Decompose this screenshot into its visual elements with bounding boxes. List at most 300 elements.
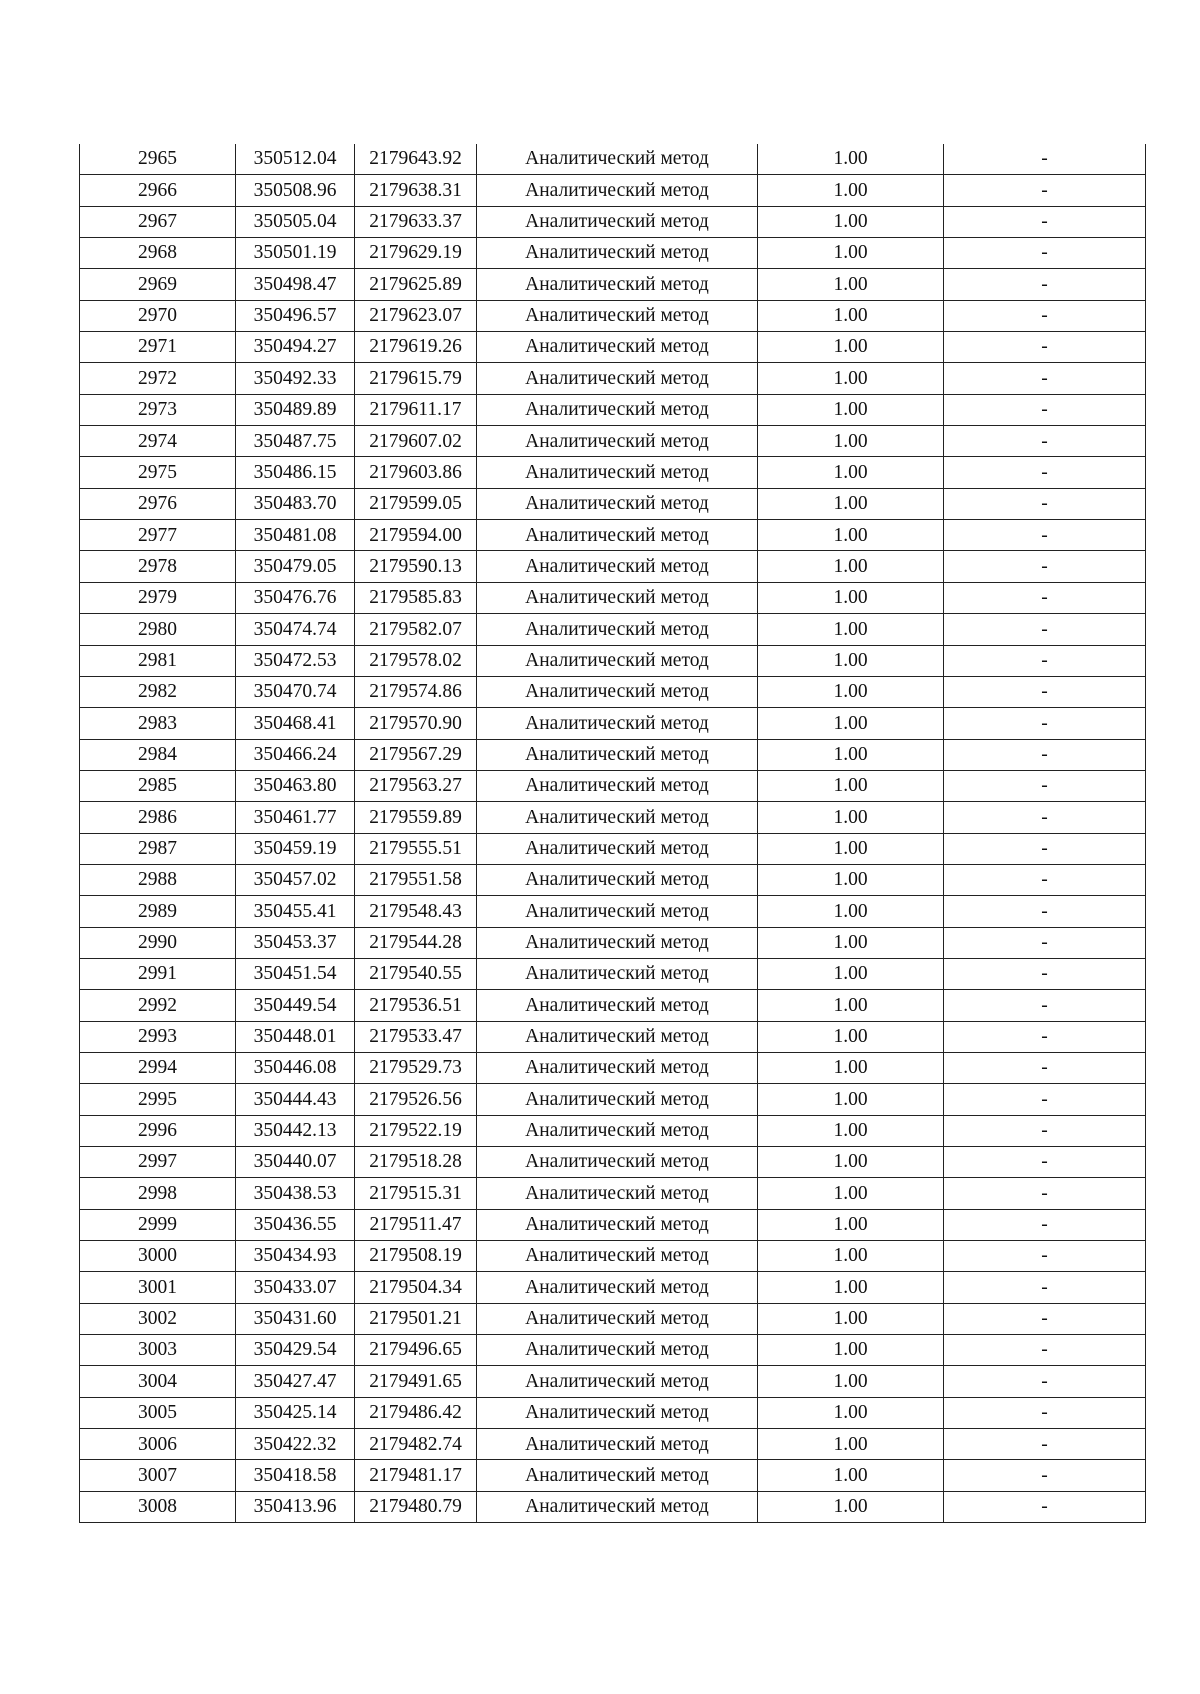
point-number-cell: 3007 [80, 1460, 236, 1491]
note-cell: - [944, 1491, 1146, 1522]
accuracy-cell: 1.00 [758, 833, 944, 864]
point-number-cell: 2995 [80, 1084, 236, 1115]
x-coordinate-cell: 350487.75 [236, 426, 355, 457]
point-number-cell: 2982 [80, 676, 236, 707]
method-cell: Аналитический метод [477, 614, 758, 645]
point-number-cell: 2994 [80, 1052, 236, 1083]
table-row [80, 426, 1146, 457]
x-coordinate-cell: 350418.58 [236, 1460, 355, 1491]
method-cell: Аналитический метод [477, 300, 758, 331]
x-coordinate-cell: 350431.60 [236, 1303, 355, 1334]
x-coordinate-cell: 350470.74 [236, 676, 355, 707]
method-cell: Аналитический метод [477, 739, 758, 770]
accuracy-cell: 1.00 [758, 1460, 944, 1491]
method-cell: Аналитический метод [477, 927, 758, 958]
method-cell: Аналитический метод [477, 1084, 758, 1115]
method-cell: Аналитический метод [477, 394, 758, 425]
note-cell: - [944, 1397, 1146, 1428]
y-coordinate-cell: 2179491.65 [355, 1366, 477, 1397]
method-cell: Аналитический метод [477, 363, 758, 394]
table-row [80, 269, 1146, 300]
point-number-cell: 2972 [80, 363, 236, 394]
x-coordinate-cell: 350440.07 [236, 1147, 355, 1178]
accuracy-cell: 1.00 [758, 1115, 944, 1146]
accuracy-cell: 1.00 [758, 676, 944, 707]
accuracy-cell: 1.00 [758, 300, 944, 331]
accuracy-cell: 1.00 [758, 990, 944, 1021]
y-coordinate-cell: 2179567.29 [355, 739, 477, 770]
x-coordinate-cell: 350427.47 [236, 1366, 355, 1397]
note-cell: - [944, 864, 1146, 895]
x-coordinate-cell: 350474.74 [236, 614, 355, 645]
table-row [80, 363, 1146, 394]
accuracy-cell: 1.00 [758, 739, 944, 770]
table-row [80, 645, 1146, 676]
y-coordinate-cell: 2179563.27 [355, 770, 477, 801]
accuracy-cell: 1.00 [758, 520, 944, 551]
point-number-cell: 2965 [80, 144, 236, 175]
accuracy-cell: 1.00 [758, 864, 944, 895]
accuracy-cell: 1.00 [758, 1272, 944, 1303]
table-row [80, 582, 1146, 613]
y-coordinate-cell: 2179515.31 [355, 1178, 477, 1209]
table-row [80, 802, 1146, 833]
accuracy-cell: 1.00 [758, 1209, 944, 1240]
method-cell: Аналитический метод [477, 1303, 758, 1334]
note-cell: - [944, 269, 1146, 300]
note-cell: - [944, 551, 1146, 582]
x-coordinate-cell: 350479.05 [236, 551, 355, 582]
method-cell: Аналитический метод [477, 520, 758, 551]
point-number-cell: 2989 [80, 896, 236, 927]
method-cell: Аналитический метод [477, 1272, 758, 1303]
note-cell: - [944, 1115, 1146, 1146]
note-cell: - [944, 1460, 1146, 1491]
method-cell: Аналитический метод [477, 1335, 758, 1366]
x-coordinate-cell: 350448.01 [236, 1021, 355, 1052]
x-coordinate-cell: 350489.89 [236, 394, 355, 425]
note-cell: - [944, 802, 1146, 833]
y-coordinate-cell: 2179555.51 [355, 833, 477, 864]
table-row [80, 1209, 1146, 1240]
method-cell: Аналитический метод [477, 1147, 758, 1178]
method-cell: Аналитический метод [477, 864, 758, 895]
x-coordinate-cell: 350436.55 [236, 1209, 355, 1240]
note-cell: - [944, 582, 1146, 613]
table-row [80, 708, 1146, 739]
y-coordinate-cell: 2179559.89 [355, 802, 477, 833]
note-cell: - [944, 1272, 1146, 1303]
accuracy-cell: 1.00 [758, 426, 944, 457]
note-cell: - [944, 1303, 1146, 1334]
x-coordinate-cell: 350459.19 [236, 833, 355, 864]
note-cell: - [944, 1366, 1146, 1397]
point-number-cell: 2984 [80, 739, 236, 770]
accuracy-cell: 1.00 [758, 1335, 944, 1366]
accuracy-cell: 1.00 [758, 363, 944, 394]
accuracy-cell: 1.00 [758, 394, 944, 425]
accuracy-cell: 1.00 [758, 896, 944, 927]
point-number-cell: 2981 [80, 645, 236, 676]
method-cell: Аналитический метод [477, 645, 758, 676]
y-coordinate-cell: 2179633.37 [355, 206, 477, 237]
accuracy-cell: 1.00 [758, 144, 944, 175]
method-cell: Аналитический метод [477, 582, 758, 613]
accuracy-cell: 1.00 [758, 802, 944, 833]
x-coordinate-cell: 350433.07 [236, 1272, 355, 1303]
x-coordinate-cell: 350442.13 [236, 1115, 355, 1146]
accuracy-cell: 1.00 [758, 708, 944, 739]
x-coordinate-cell: 350486.15 [236, 457, 355, 488]
accuracy-cell: 1.00 [758, 238, 944, 269]
method-cell: Аналитический метод [477, 238, 758, 269]
point-number-cell: 2980 [80, 614, 236, 645]
table-row [80, 457, 1146, 488]
note-cell: - [944, 1241, 1146, 1272]
y-coordinate-cell: 2179551.58 [355, 864, 477, 895]
x-coordinate-cell: 350438.53 [236, 1178, 355, 1209]
method-cell: Аналитический метод [477, 1021, 758, 1052]
table-row [80, 739, 1146, 770]
x-coordinate-cell: 350457.02 [236, 864, 355, 895]
x-coordinate-cell: 350466.24 [236, 739, 355, 770]
note-cell: - [944, 676, 1146, 707]
method-cell: Аналитический метод [477, 833, 758, 864]
accuracy-cell: 1.00 [758, 206, 944, 237]
y-coordinate-cell: 2179486.42 [355, 1397, 477, 1428]
table-row [80, 520, 1146, 551]
point-number-cell: 3005 [80, 1397, 236, 1428]
x-coordinate-cell: 350413.96 [236, 1491, 355, 1522]
y-coordinate-cell: 2179518.28 [355, 1147, 477, 1178]
y-coordinate-cell: 2179544.28 [355, 927, 477, 958]
note-cell: - [944, 1335, 1146, 1366]
x-coordinate-cell: 350449.54 [236, 990, 355, 1021]
table-row [80, 1178, 1146, 1209]
point-number-cell: 2975 [80, 457, 236, 488]
method-cell: Аналитический метод [477, 708, 758, 739]
note-cell: - [944, 332, 1146, 363]
method-cell: Аналитический метод [477, 269, 758, 300]
point-number-cell: 3001 [80, 1272, 236, 1303]
y-coordinate-cell: 2179511.47 [355, 1209, 477, 1240]
point-number-cell: 2987 [80, 833, 236, 864]
accuracy-cell: 1.00 [758, 770, 944, 801]
y-coordinate-cell: 2179496.65 [355, 1335, 477, 1366]
y-coordinate-cell: 2179623.07 [355, 300, 477, 331]
table-row [80, 927, 1146, 958]
point-number-cell: 2998 [80, 1178, 236, 1209]
method-cell: Аналитический метод [477, 488, 758, 519]
note-cell: - [944, 363, 1146, 394]
y-coordinate-cell: 2179526.56 [355, 1084, 477, 1115]
accuracy-cell: 1.00 [758, 1397, 944, 1428]
coordinates-table-body [80, 144, 1146, 1523]
method-cell: Аналитический метод [477, 1178, 758, 1209]
y-coordinate-cell: 2179548.43 [355, 896, 477, 927]
method-cell: Аналитический метод [477, 1429, 758, 1460]
method-cell: Аналитический метод [477, 1209, 758, 1240]
accuracy-cell: 1.00 [758, 927, 944, 958]
table-row [80, 394, 1146, 425]
y-coordinate-cell: 2179481.17 [355, 1460, 477, 1491]
note-cell: - [944, 1209, 1146, 1240]
y-coordinate-cell: 2179578.02 [355, 645, 477, 676]
point-number-cell: 2967 [80, 206, 236, 237]
point-number-cell: 3002 [80, 1303, 236, 1334]
note-cell: - [944, 990, 1146, 1021]
table-row [80, 1397, 1146, 1428]
note-cell: - [944, 927, 1146, 958]
table-row [80, 676, 1146, 707]
note-cell: - [944, 770, 1146, 801]
accuracy-cell: 1.00 [758, 551, 944, 582]
table-row [80, 300, 1146, 331]
y-coordinate-cell: 2179599.05 [355, 488, 477, 519]
x-coordinate-cell: 350483.70 [236, 488, 355, 519]
accuracy-cell: 1.00 [758, 582, 944, 613]
table-row [80, 1335, 1146, 1366]
table-row [80, 144, 1146, 175]
note-cell: - [944, 614, 1146, 645]
method-cell: Аналитический метод [477, 1460, 758, 1491]
point-number-cell: 2991 [80, 958, 236, 989]
note-cell: - [944, 426, 1146, 457]
y-coordinate-cell: 2179611.17 [355, 394, 477, 425]
x-coordinate-cell: 350492.33 [236, 363, 355, 394]
point-number-cell: 2979 [80, 582, 236, 613]
note-cell: - [944, 488, 1146, 519]
note-cell: - [944, 457, 1146, 488]
accuracy-cell: 1.00 [758, 488, 944, 519]
note-cell: - [944, 238, 1146, 269]
x-coordinate-cell: 350453.37 [236, 927, 355, 958]
table-row [80, 1241, 1146, 1272]
y-coordinate-cell: 2179629.19 [355, 238, 477, 269]
x-coordinate-cell: 350444.43 [236, 1084, 355, 1115]
table-row [80, 770, 1146, 801]
y-coordinate-cell: 2179574.86 [355, 676, 477, 707]
accuracy-cell: 1.00 [758, 175, 944, 206]
y-coordinate-cell: 2179619.26 [355, 332, 477, 363]
x-coordinate-cell: 350451.54 [236, 958, 355, 989]
y-coordinate-cell: 2179536.51 [355, 990, 477, 1021]
x-coordinate-cell: 350496.57 [236, 300, 355, 331]
y-coordinate-cell: 2179594.00 [355, 520, 477, 551]
method-cell: Аналитический метод [477, 770, 758, 801]
y-coordinate-cell: 2179570.90 [355, 708, 477, 739]
point-number-cell: 3008 [80, 1491, 236, 1522]
y-coordinate-cell: 2179508.19 [355, 1241, 477, 1272]
y-coordinate-cell: 2179615.79 [355, 363, 477, 394]
accuracy-cell: 1.00 [758, 1052, 944, 1083]
accuracy-cell: 1.00 [758, 1366, 944, 1397]
method-cell: Аналитический метод [477, 551, 758, 582]
note-cell: - [944, 1147, 1146, 1178]
coordinates-table [79, 144, 1146, 1523]
note-cell: - [944, 739, 1146, 770]
y-coordinate-cell: 2179522.19 [355, 1115, 477, 1146]
accuracy-cell: 1.00 [758, 645, 944, 676]
x-coordinate-cell: 350422.32 [236, 1429, 355, 1460]
point-number-cell: 2970 [80, 300, 236, 331]
x-coordinate-cell: 350501.19 [236, 238, 355, 269]
x-coordinate-cell: 350446.08 [236, 1052, 355, 1083]
point-number-cell: 2983 [80, 708, 236, 739]
accuracy-cell: 1.00 [758, 1241, 944, 1272]
point-number-cell: 2988 [80, 864, 236, 895]
table-row [80, 206, 1146, 237]
method-cell: Аналитический метод [477, 990, 758, 1021]
x-coordinate-cell: 350476.76 [236, 582, 355, 613]
method-cell: Аналитический метод [477, 1397, 758, 1428]
method-cell: Аналитический метод [477, 332, 758, 363]
note-cell: - [944, 645, 1146, 676]
point-number-cell: 2996 [80, 1115, 236, 1146]
table-row [80, 1429, 1146, 1460]
y-coordinate-cell: 2179590.13 [355, 551, 477, 582]
method-cell: Аналитический метод [477, 676, 758, 707]
x-coordinate-cell: 350505.04 [236, 206, 355, 237]
y-coordinate-cell: 2179533.47 [355, 1021, 477, 1052]
table-row [80, 1366, 1146, 1397]
y-coordinate-cell: 2179638.31 [355, 175, 477, 206]
accuracy-cell: 1.00 [758, 1147, 944, 1178]
accuracy-cell: 1.00 [758, 1303, 944, 1334]
table-row [80, 1115, 1146, 1146]
method-cell: Аналитический метод [477, 175, 758, 206]
x-coordinate-cell: 350498.47 [236, 269, 355, 300]
accuracy-cell: 1.00 [758, 1084, 944, 1115]
y-coordinate-cell: 2179504.34 [355, 1272, 477, 1303]
point-number-cell: 2971 [80, 332, 236, 363]
point-number-cell: 2977 [80, 520, 236, 551]
y-coordinate-cell: 2179607.02 [355, 426, 477, 457]
point-number-cell: 2969 [80, 269, 236, 300]
accuracy-cell: 1.00 [758, 457, 944, 488]
note-cell: - [944, 708, 1146, 739]
x-coordinate-cell: 350463.80 [236, 770, 355, 801]
method-cell: Аналитический метод [477, 802, 758, 833]
y-coordinate-cell: 2179482.74 [355, 1429, 477, 1460]
method-cell: Аналитический метод [477, 1491, 758, 1522]
table-row [80, 1147, 1146, 1178]
point-number-cell: 2973 [80, 394, 236, 425]
x-coordinate-cell: 350508.96 [236, 175, 355, 206]
note-cell: - [944, 833, 1146, 864]
y-coordinate-cell: 2179529.73 [355, 1052, 477, 1083]
table-row [80, 1272, 1146, 1303]
accuracy-cell: 1.00 [758, 1429, 944, 1460]
x-coordinate-cell: 350434.93 [236, 1241, 355, 1272]
table-row [80, 1052, 1146, 1083]
method-cell: Аналитический метод [477, 896, 758, 927]
table-row [80, 488, 1146, 519]
method-cell: Аналитический метод [477, 426, 758, 457]
x-coordinate-cell: 350494.27 [236, 332, 355, 363]
note-cell: - [944, 958, 1146, 989]
note-cell: - [944, 1178, 1146, 1209]
point-number-cell: 2974 [80, 426, 236, 457]
table-row [80, 833, 1146, 864]
accuracy-cell: 1.00 [758, 958, 944, 989]
table-row [80, 332, 1146, 363]
note-cell: - [944, 896, 1146, 927]
y-coordinate-cell: 2179501.21 [355, 1303, 477, 1334]
point-number-cell: 3003 [80, 1335, 236, 1366]
point-number-cell: 2976 [80, 488, 236, 519]
point-number-cell: 2997 [80, 1147, 236, 1178]
y-coordinate-cell: 2179585.83 [355, 582, 477, 613]
accuracy-cell: 1.00 [758, 1491, 944, 1522]
note-cell: - [944, 1021, 1146, 1052]
point-number-cell: 2986 [80, 802, 236, 833]
y-coordinate-cell: 2179625.89 [355, 269, 477, 300]
point-number-cell: 2966 [80, 175, 236, 206]
x-coordinate-cell: 350429.54 [236, 1335, 355, 1366]
table-row [80, 1460, 1146, 1491]
x-coordinate-cell: 350468.41 [236, 708, 355, 739]
x-coordinate-cell: 350461.77 [236, 802, 355, 833]
note-cell: - [944, 144, 1146, 175]
accuracy-cell: 1.00 [758, 332, 944, 363]
note-cell: - [944, 1429, 1146, 1460]
note-cell: - [944, 175, 1146, 206]
x-coordinate-cell: 350455.41 [236, 896, 355, 927]
method-cell: Аналитический метод [477, 144, 758, 175]
table-row [80, 175, 1146, 206]
point-number-cell: 3006 [80, 1429, 236, 1460]
method-cell: Аналитический метод [477, 1052, 758, 1083]
table-row [80, 1021, 1146, 1052]
table-row [80, 238, 1146, 269]
method-cell: Аналитический метод [477, 457, 758, 488]
y-coordinate-cell: 2179582.07 [355, 614, 477, 645]
y-coordinate-cell: 2179480.79 [355, 1491, 477, 1522]
y-coordinate-cell: 2179643.92 [355, 144, 477, 175]
note-cell: - [944, 520, 1146, 551]
table-row [80, 990, 1146, 1021]
point-number-cell: 2985 [80, 770, 236, 801]
x-coordinate-cell: 350425.14 [236, 1397, 355, 1428]
note-cell: - [944, 300, 1146, 331]
note-cell: - [944, 1052, 1146, 1083]
accuracy-cell: 1.00 [758, 269, 944, 300]
note-cell: - [944, 1084, 1146, 1115]
table-row [80, 958, 1146, 989]
method-cell: Аналитический метод [477, 1115, 758, 1146]
table-row [80, 864, 1146, 895]
note-cell: - [944, 206, 1146, 237]
point-number-cell: 3004 [80, 1366, 236, 1397]
point-number-cell: 3000 [80, 1241, 236, 1272]
point-number-cell: 2968 [80, 238, 236, 269]
point-number-cell: 2978 [80, 551, 236, 582]
x-coordinate-cell: 350512.04 [236, 144, 355, 175]
table-row [80, 896, 1146, 927]
table-row [80, 614, 1146, 645]
point-number-cell: 2999 [80, 1209, 236, 1240]
table-row [80, 1491, 1146, 1522]
point-number-cell: 2990 [80, 927, 236, 958]
table-row [80, 1303, 1146, 1334]
y-coordinate-cell: 2179540.55 [355, 958, 477, 989]
method-cell: Аналитический метод [477, 958, 758, 989]
note-cell: - [944, 394, 1146, 425]
x-coordinate-cell: 350472.53 [236, 645, 355, 676]
x-coordinate-cell: 350481.08 [236, 520, 355, 551]
accuracy-cell: 1.00 [758, 614, 944, 645]
